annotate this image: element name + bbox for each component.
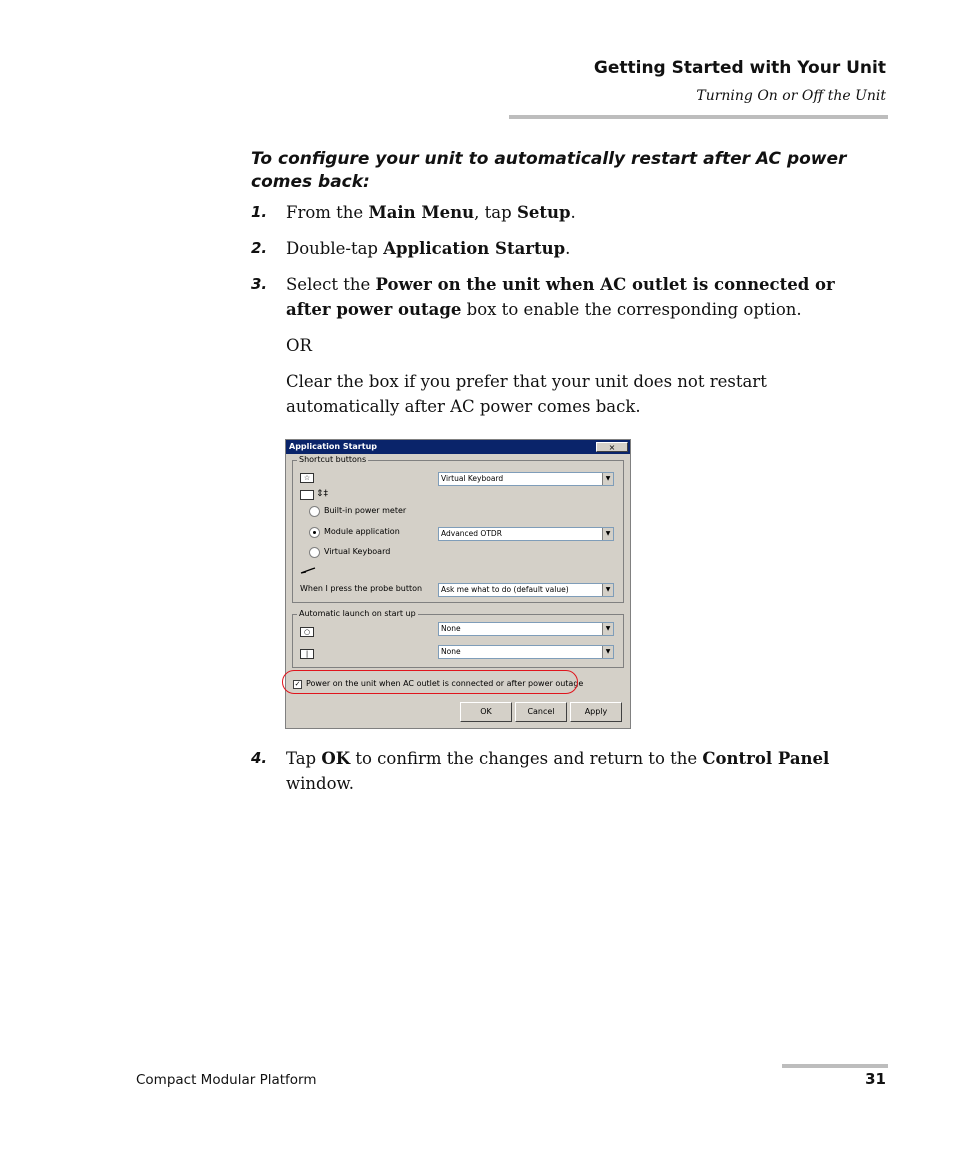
clock-icon: ○ — [300, 627, 314, 637]
apply-button[interactable]: Apply — [570, 702, 622, 722]
group-label: Shortcut buttons — [299, 455, 367, 464]
section-title: Turning On or Off the Unit — [696, 88, 886, 104]
shortcut-combo[interactable]: Virtual Keyboard ▼ — [438, 472, 614, 486]
step-text: Select the Power on the unit when AC outlet is connected or after power outage box to enable the corresponding option. — [286, 275, 835, 319]
chevron-down-icon: ▼ — [602, 646, 613, 658]
footer-product: Compact Modular Platform — [136, 1072, 317, 1088]
radio-label: Virtual Keyboard — [324, 547, 391, 556]
power-on-checkbox[interactable]: ✓ — [294, 680, 301, 688]
step-text: Tap OK to confirm the changes and return to the Control Panel window. — [286, 749, 830, 793]
app-icon: | — [300, 649, 314, 659]
probe-combo[interactable]: Ask me what to do (default value) ▼ — [438, 583, 614, 597]
launch-combo-2[interactable]: None ▼ — [438, 645, 614, 659]
step-text: From the Main Menu, tap Setup. — [286, 203, 576, 222]
module-combo[interactable]: Advanced OTDR ▼ — [438, 527, 614, 541]
step-number: 4. — [251, 749, 268, 767]
close-button[interactable]: × — [596, 442, 628, 452]
clear-text: Clear the box if you prefer that your unit does not restart automatically after AC power comes back. — [286, 372, 767, 416]
step-number: 2. — [251, 239, 268, 257]
radio-module-application[interactable] — [309, 527, 320, 538]
chevron-down-icon: ▼ — [602, 584, 613, 596]
step-number: 1. — [251, 203, 268, 221]
radio-label: Built-in power meter — [324, 506, 407, 515]
chevron-down-icon: ▼ — [602, 623, 613, 635]
probe-icon — [300, 567, 316, 575]
procedure-title: To configure your unit to automatically restart after AC power comes back: — [251, 149, 847, 192]
header-rule — [509, 115, 888, 119]
radio-label: Module application — [324, 527, 400, 536]
chevron-down-icon: ▼ — [602, 473, 613, 485]
group-label: Automatic launch on start up — [299, 609, 416, 618]
or-text: OR — [286, 336, 312, 355]
chapter-title: Getting Started with Your Unit — [593, 58, 886, 78]
chevron-down-icon: ▼ — [602, 528, 613, 540]
launch-combo-1[interactable]: None ▼ — [438, 622, 614, 636]
radio-virtual-keyboard[interactable] — [309, 547, 320, 558]
star-icon: ☆ — [300, 473, 314, 483]
probe-label: When I press the probe button — [300, 584, 423, 593]
highlight-circle — [282, 670, 578, 694]
dialog-title: Application Startup — [286, 440, 630, 454]
step-number: 3. — [251, 275, 268, 293]
cancel-button[interactable]: Cancel — [515, 702, 567, 722]
radio-builtin-power-meter[interactable] — [309, 506, 320, 517]
ok-button[interactable]: OK — [460, 702, 512, 722]
adjust-icon: ⇕‡ — [316, 489, 329, 499]
footer-rule — [782, 1064, 888, 1068]
step-text: Double-tap Application Startup. — [286, 239, 571, 258]
window-icon — [300, 490, 314, 500]
power-on-label: Power on the unit when AC outlet is connected or after power outage — [306, 679, 584, 688]
page-number: 31 — [865, 1070, 886, 1088]
